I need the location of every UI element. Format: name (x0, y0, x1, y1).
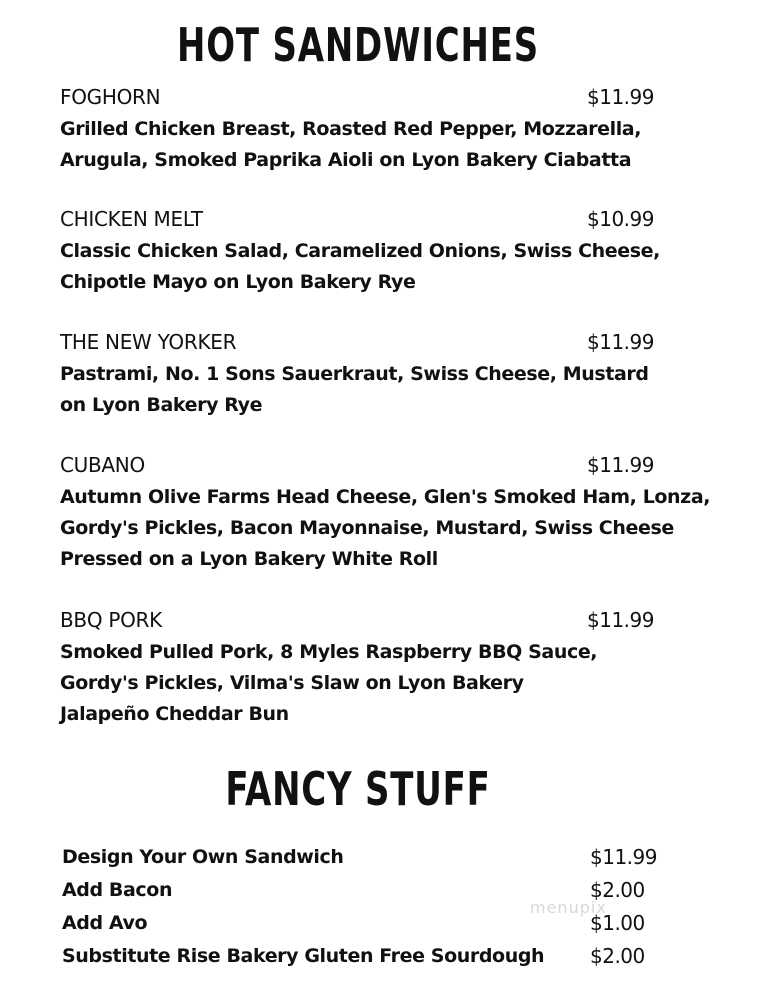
item-description (60, 236, 710, 298)
menu-item-cubano (60, 452, 711, 575)
item-name: THE NEW YORKER (60, 330, 237, 354)
description-line: Chipotle Mayo on Lyon Bakery Rye (60, 271, 416, 293)
item-price: $10.99 (587, 207, 654, 231)
fancy-item-label: Add Bacon (62, 879, 173, 901)
fancy-item (62, 943, 662, 976)
fancy-item (62, 844, 662, 877)
item-name: FOGHORN (60, 85, 161, 109)
watermark: menupix (530, 898, 607, 917)
fancy-item-price: $2.00 (590, 944, 645, 968)
description-line: Arugula, Smoked Paprika Aioli on Lyon Bakery Ciabatta (60, 149, 632, 171)
fancy-item-label: Add Avo (62, 912, 148, 934)
item-price: $11.99 (587, 85, 654, 109)
description-line: Grilled Chicken Breast, Roasted Red Pepper, Mozzarella, (60, 118, 642, 140)
description-line: Smoked Pulled Pork, 8 Myles Raspberry BBQ Sauce, (60, 641, 598, 663)
item-price: $11.99 (587, 453, 654, 477)
item-price: $11.99 (587, 330, 654, 354)
description-line: Gordy's Pickles, Vilma's Slaw on Lyon Bakery (60, 672, 524, 694)
description-line: Autumn Olive Farms Head Cheese, Glen's Smoked Ham, Lonza, (60, 486, 711, 508)
item-description (60, 637, 710, 730)
item-name: CUBANO (60, 453, 145, 477)
fancy-stuff-title: FANCY STUFF (225, 762, 491, 816)
item-description (60, 482, 710, 575)
description-line: Jalapeño Cheddar Bun (60, 703, 289, 725)
item-description (60, 114, 710, 176)
item-name: BBQ PORK (60, 608, 162, 632)
item-description (60, 359, 710, 421)
description-line: Pastrami, No. 1 Sons Sauerkraut, Swiss Cheese, Mustard (60, 363, 649, 385)
menu-item-new-yorker (60, 329, 660, 421)
menu-item-foghorn (60, 84, 660, 176)
fancy-item-price: $11.99 (590, 845, 657, 869)
fancy-item-label: Substitute Rise Bakery Gluten Free Sourdough (62, 945, 545, 967)
fancy-item-label: Design Your Own Sandwich (62, 846, 344, 868)
description-line: Gordy's Pickles, Bacon Mayonnaise, Mustard, Swiss Cheese (60, 517, 674, 539)
hot-sandwiches-title: HOT SANDWICHES (177, 18, 539, 72)
menu-item-chicken-melt (60, 206, 660, 298)
item-name: CHICKEN MELT (60, 207, 203, 231)
item-price: $11.99 (587, 608, 654, 632)
fancy-item-price: $1.00 (590, 911, 645, 935)
description-line: Classic Chicken Salad, Caramelized Onions, Swiss Cheese, (60, 240, 660, 262)
description-line: Pressed on a Lyon Bakery White Roll (60, 548, 438, 570)
fancy-item-price: $2.00 (590, 878, 645, 902)
menu-item-bbq-pork (60, 607, 660, 730)
description-line: on Lyon Bakery Rye (60, 394, 263, 416)
